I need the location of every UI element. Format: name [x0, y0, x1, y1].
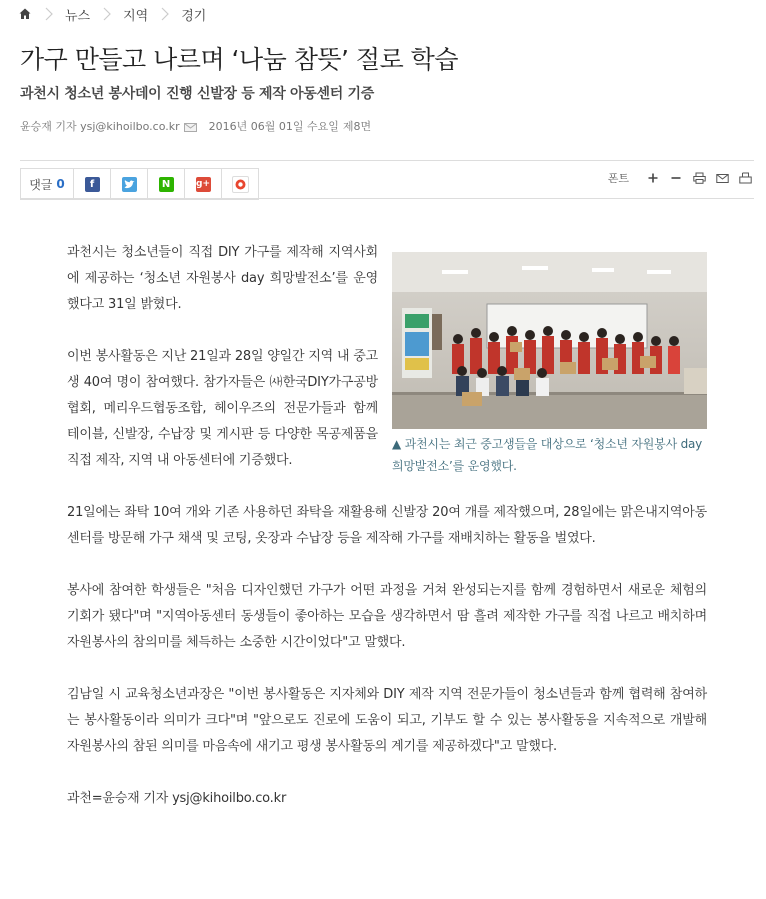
- byline-author[interactable]: 윤승재 기자 ysj@kihoilbo.co.kr: [20, 120, 180, 133]
- naver-icon: N: [159, 177, 174, 192]
- font-label: 폰트: [607, 172, 629, 185]
- mail-icon[interactable]: [184, 122, 197, 131]
- facebook-icon: f: [85, 177, 100, 192]
- byline-date: 2016년 06월 01일 수요일: [208, 120, 339, 133]
- breadcrumb-item-region[interactable]: 지역: [123, 8, 149, 24]
- comments-label: 댓글: [29, 177, 53, 192]
- paragraph: 김남일 시 교육청소년과장은 "이번 봉사활동은 지자체와 DIY 제작 지역 전문가들이 청소년들과 함께 협력해 참여하는 봉사활동이라 의미가 크다"며 "앞으로도 진로에 도움이 되고, 기부도 할 수 있는 봉사활동을 지속적으로 개발해 자원봉사의 참된 의미를 마음속에 새기고 평생 봉사활동의 계기를 제공하겠다"고 말했다.: [67, 687, 707, 754]
- home-icon[interactable]: [18, 7, 32, 21]
- byline: [20, 118, 371, 134]
- share-google-plus-button[interactable]: [185, 169, 222, 199]
- google-plus-icon: g+: [196, 177, 211, 192]
- font-increase-icon[interactable]: [646, 171, 660, 185]
- twitter-icon: [122, 177, 137, 192]
- chevron-right-icon: [100, 7, 114, 21]
- share-facebook-button[interactable]: [74, 169, 111, 199]
- paragraph: 봉사에 참여한 학생들은 "처음 디자인했던 가구가 어떤 과정을 거쳐 완성되는지를 함께 경험하면서 새로운 체험의 기회가 됐다"며 "지역아동센터 동생들이 좋아하는 모습을 생각하면서 땀 흘려 제작한 가구를 직접 나르고 배치하며 자원봉사의 참의미를 체득하는 소중한 시간이었다"고 말했다.: [67, 583, 707, 650]
- article-subtitle: 과천시 청소년 봉사데이 진행 신발장 등 제작 아동센터 기증: [20, 86, 374, 102]
- print-alt-icon[interactable]: [738, 171, 752, 185]
- article-photo: [392, 252, 707, 429]
- share-naver-button[interactable]: [148, 169, 185, 199]
- chevron-right-icon: [158, 7, 172, 21]
- breadcrumb: [18, 4, 206, 24]
- article-figure: [392, 252, 707, 477]
- share-twitter-button[interactable]: [111, 169, 148, 199]
- breadcrumb-item-gyeonggi[interactable]: 경기: [181, 8, 207, 24]
- other-share-icon: [232, 176, 249, 193]
- breadcrumb-item-news[interactable]: 뉴스: [65, 8, 91, 24]
- article-body: [67, 240, 707, 838]
- email-icon[interactable]: [715, 171, 729, 185]
- share-other-button[interactable]: [222, 169, 258, 199]
- paragraph: 21일에는 좌탁 10여 개와 기존 사용하던 좌탁을 재활용해 신발장 20여 개를 제작했으며, 28일에는 맑은내지역아동센터를 방문해 가구 채색 및 코팅, 옷장과 수납장 등을 제작해 가구를 재배치하는 활동을 벌였다.: [67, 505, 707, 546]
- article-title: 가구 만들고 나르며 ‘나눔 참뜻’ 절로 학습: [20, 45, 458, 74]
- paragraph: 과천시는 청소년들이 직접 DIY 가구를 제작해 지역사회에 제공하는 ‘청소년 자원봉사 day 희망발전소’를 운영했다고 31일 밝혔다.: [67, 245, 378, 312]
- comments-button[interactable]: [21, 169, 74, 199]
- divider: [20, 160, 754, 161]
- font-decrease-icon[interactable]: [669, 171, 683, 185]
- share-toolbar: [20, 168, 259, 200]
- chevron-right-icon: [42, 7, 56, 21]
- comments-count: 0: [56, 177, 65, 191]
- article-tools: [608, 170, 752, 186]
- byline-page: 제8면: [342, 120, 372, 133]
- print-icon[interactable]: [692, 171, 706, 185]
- paragraph: 이번 봉사활동은 지난 21일과 28일 양일간 지역 내 중고생 40여 명이 참여했다. 참가자들은 ㈔한국DIY가구공방협회, 메리우드협동조합, 헤이우즈의 전문가들과 함께 테이블, 신발장, 수납장 및 게시판 등 다양한 목공제품을 직접 제작, 지역 내 아동센터에 기증했다.: [67, 349, 378, 468]
- photo-caption: ▲ 과천시는 최근 중고생들을 대상으로 ‘청소년 자원봉사 day 희망발전소’를 운영했다.: [392, 437, 703, 473]
- divider: [20, 198, 754, 199]
- reporter-signoff: 과천=윤승재 기자 ysj@kihoilbo.co.kr: [67, 791, 287, 806]
